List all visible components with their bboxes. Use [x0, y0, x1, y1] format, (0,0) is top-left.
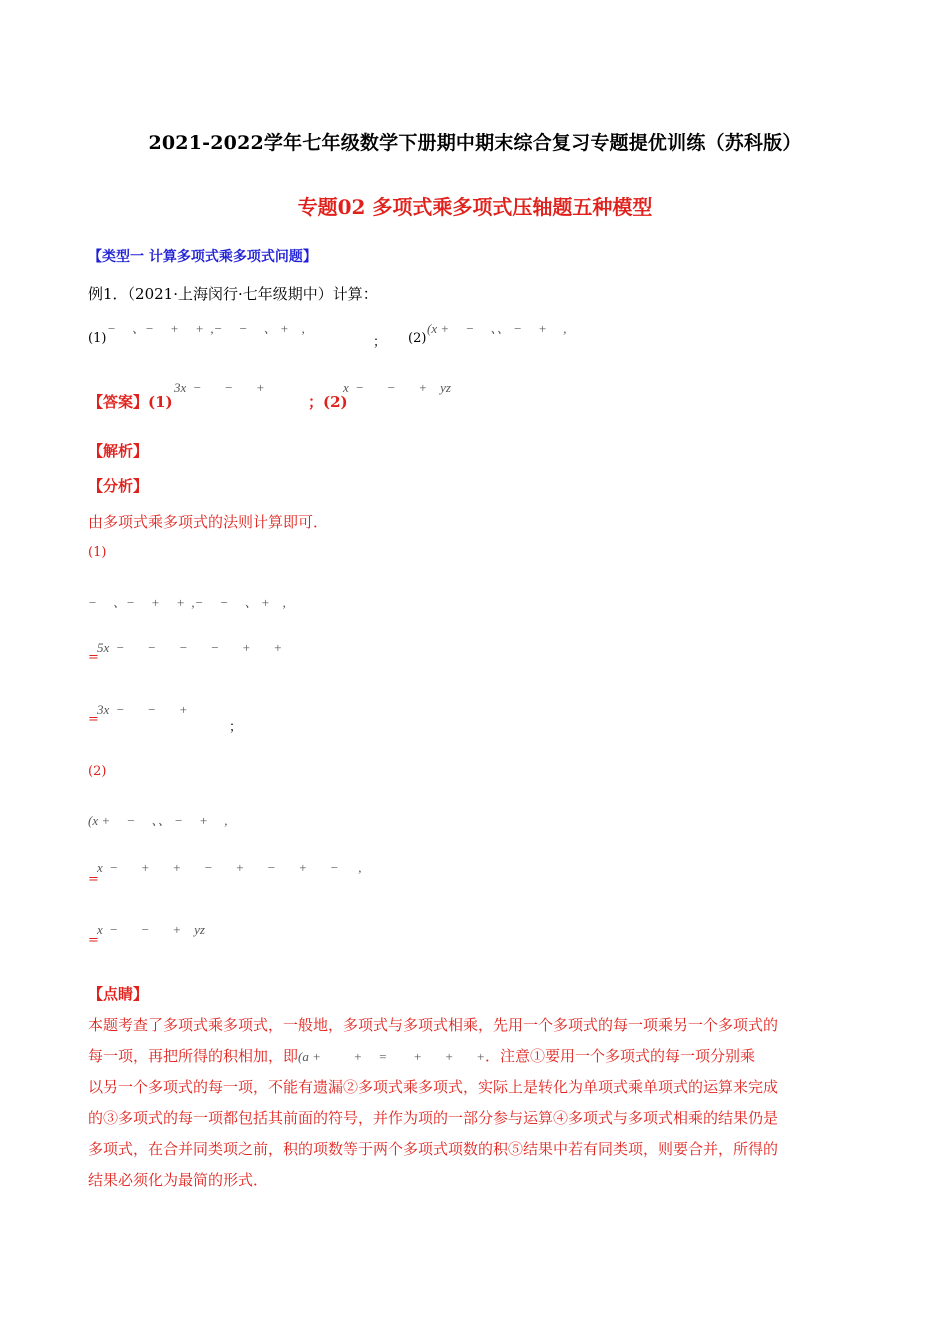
- solution-part2-label: (2): [88, 764, 107, 779]
- answer-part1-expression: 3x − − +: [174, 380, 265, 395]
- solution-part1-end: ；: [229, 720, 243, 735]
- answer-part1-label: (1): [148, 393, 173, 411]
- comment-line-6: 结果必须化为最简的形式．: [88, 1171, 269, 1189]
- comment-paragraph: [88, 1010, 863, 1196]
- equals-sign-3: =: [88, 872, 99, 887]
- comment-line-5: 多项式，在合并同类项之前，积的项数等于两个多项式项数的积⑤结果中若有同类项，则要合并，所得的: [88, 1140, 779, 1158]
- comment-formula: (a + + = + + +: [298, 1049, 485, 1064]
- example-label: 例1．（2021·上海闵行·七年级期中）计算：: [88, 285, 378, 303]
- answer-part2-label: (2): [323, 393, 348, 411]
- example-part1-label: (1): [88, 331, 107, 346]
- topic-title: 专题02 多项式乘多项式压轴题五种模型: [297, 195, 653, 219]
- equals-sign-4: =: [88, 933, 99, 948]
- equals-sign-2: =: [88, 712, 99, 727]
- solution-part2-step2: x − + + − + − + − ,: [97, 860, 362, 875]
- comment-line-3: 以另一个多项式的每一项，不能有遗漏②多项式乘多项式，实际上是转化为单项式乘单项式的运算来完成: [88, 1078, 779, 1096]
- fenxi-text: 由多项式乘多项式的法则计算即可．: [88, 513, 329, 531]
- solution-part1-step2: 5x − − − − + +: [97, 640, 283, 655]
- example-part1-expression: − 、− + + ,− − 、 + ,: [107, 321, 305, 336]
- comment-label: 【点睛】: [88, 985, 149, 1003]
- solution-part1-step1: − 、− + + ,− − 、 + ,: [88, 595, 286, 610]
- example-part2-expression: (x + − 、、 − + ,: [427, 321, 567, 336]
- comment-line-4: 的③多项式的每一项都包括其前面的符号，并作为项的一部分参与运算④多项式与多项式相乘的结果仍是: [88, 1109, 779, 1127]
- document-title: 2021-2022学年七年级数学下册期中期末综合复习专题提优训练（苏科版）: [148, 132, 802, 154]
- comment-line-2: 每一项，再把所得的积相加，即(a + + = + + +．注意①要用一个多项式的每一项分别乘: [88, 1047, 755, 1065]
- jiexi-label: 【解析】: [88, 442, 149, 460]
- solution-part1-step3: 3x − − +: [97, 702, 188, 717]
- section-type-label: 【类型一 计算多项式乘多项式问题】: [88, 249, 317, 265]
- example-part1-separator: ；: [373, 335, 387, 350]
- example-part2-label: (2): [408, 331, 427, 346]
- solution-part2-step3: x − − + yz: [97, 922, 205, 937]
- comment-line-1: 本题考查了多项式乘多项式，一般地，多项式与多项式相乘，先用一个多项式的每一项乘另一个多项式的: [88, 1016, 779, 1034]
- answer-part2-expression: x − − + yz: [343, 380, 451, 395]
- answer-label: [88, 391, 173, 412]
- solution-part1-label: (1): [88, 545, 107, 560]
- answer-separator: ；(2): [308, 393, 348, 411]
- equals-sign-1: =: [88, 650, 99, 665]
- answer-tag: 【答案】: [88, 393, 149, 411]
- solution-part2-step1: (x + − 、、 − + ,: [88, 813, 228, 828]
- fenxi-label: 【分析】: [88, 477, 149, 495]
